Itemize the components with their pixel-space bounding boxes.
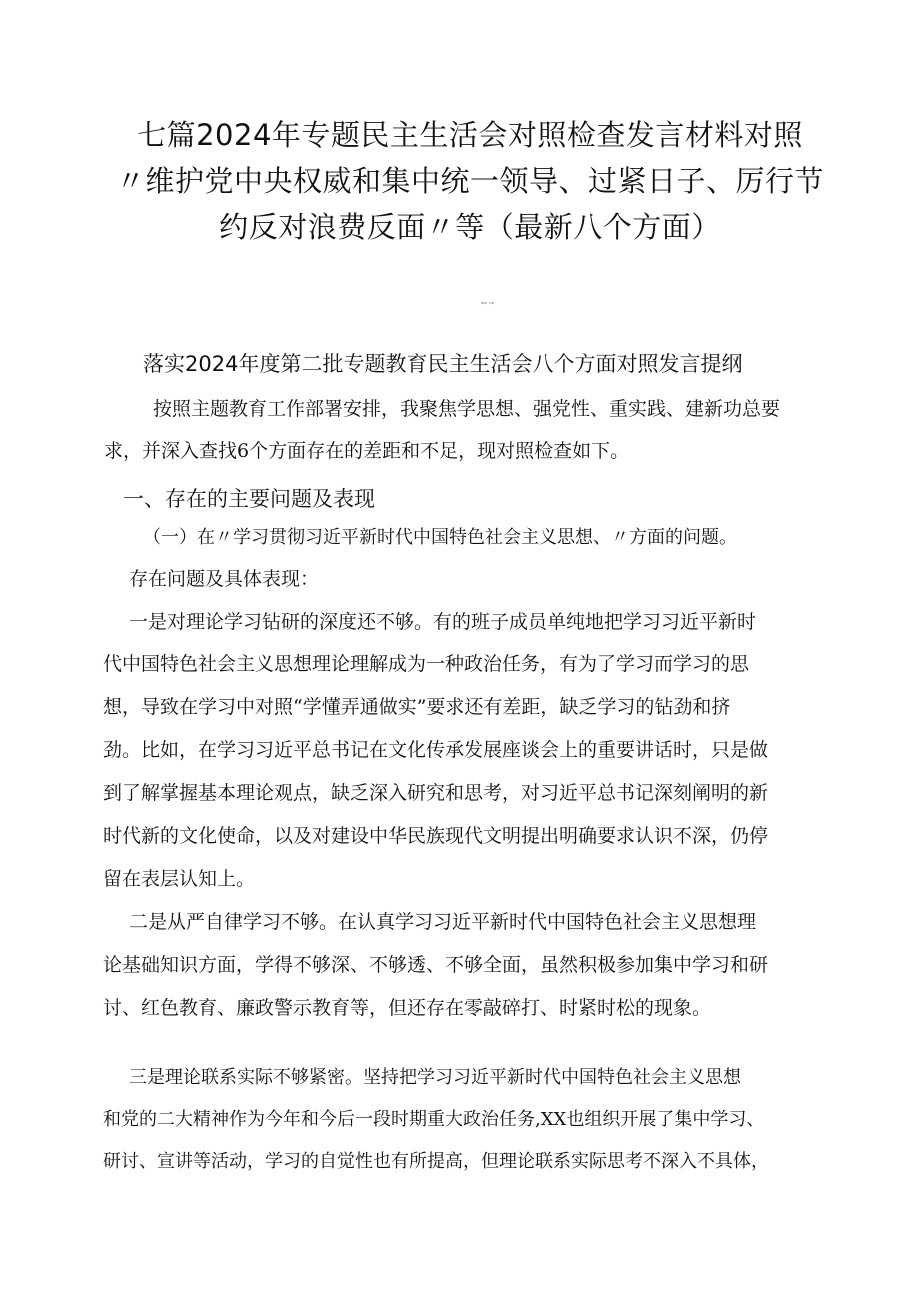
title-line-2: 〃维护党中央权威和集中统一领导、过紧日子、厉行节	[115, 164, 824, 198]
part-label: 第1篇，共7篇	[481, 303, 494, 305]
point1-line-1: 一是对理论学习钻研的深度还不够。有的班子成员单纯地把学习习近平新时	[129, 611, 757, 633]
point3-line-3: 研讨、宣讲等活动，学习的自觉性也有所提高，但理论联系实际思考不深入不具体，	[103, 1151, 769, 1172]
point1-line-4: 劲。比如，在学习习近平总书记在文化传承发展座谈会上的重要讲话时，只是做	[103, 739, 769, 761]
doc-heading: 落实2024年度第二批专题教育民主生活会八个方面对照发言提纲	[143, 352, 743, 376]
title-line-1: 七篇2024年专题民主生活会对照检查发言材料对照	[137, 118, 803, 152]
section-heading: 一、存在的主要问题及表现	[123, 487, 375, 511]
intro-line-2: 求，并深入查找6个方面存在的差距和不足，现对照检查如下。	[104, 440, 630, 462]
point1-line-5: 到了解掌握基本理论观点，缺乏深入研究和思考，对习近平总书记深刻阐明的新	[103, 782, 769, 804]
point3-line-2: 和党的二大精神作为今年和今后一段时期重大政治任务,XX也组织开展了集中学习、	[103, 1109, 765, 1130]
document-title	[80, 112, 860, 250]
point1-line-2: 代中国特色社会主义思想理论理解成为一种政治任务，有为了学习而学习的思	[103, 653, 750, 675]
point2-line-1: 二是从严自律学习不够。在认真学习习近平新时代中国特色社会主义思想理	[129, 911, 757, 933]
point1-line-7: 留在表层认知上。	[103, 868, 256, 890]
point2-line-2: 论基础知识方面，学得不够深、不够透、不够全面，虽然积极参加集中学习和研	[103, 954, 769, 976]
subsection-heading: （一）在〃学习贯彻习近平新时代中国特色社会主义思想、〃方面的问题。	[143, 527, 737, 548]
problems-label: 存在问题及具体表现：	[129, 568, 320, 590]
point1-line-6: 时代新的文化使命，以及对建设中华民族现代文明提出明确要求认识不深，仍停	[103, 825, 769, 847]
point1-line-3: 想，导致在学习中对照“学懂弄通做实”要求还有差距，缺乏学习的钻劲和挤	[103, 696, 731, 718]
point3-line-1: 三是理论联系实际不够紧密。坚持把学习习近平新时代中国特色社会主义思想	[129, 1067, 741, 1088]
title-line-3: 约反对浪费反面〃等（最新八个方面）	[219, 210, 721, 244]
point2-line-3: 讨、红色教育、廉政警示教育等，但还存在零敲碎打、时紧时松的现象。	[103, 997, 712, 1019]
intro-line-1: 按照主题教育工作部署安排，我聚焦学思想、强党性、重实践、建新功总要	[153, 398, 781, 420]
